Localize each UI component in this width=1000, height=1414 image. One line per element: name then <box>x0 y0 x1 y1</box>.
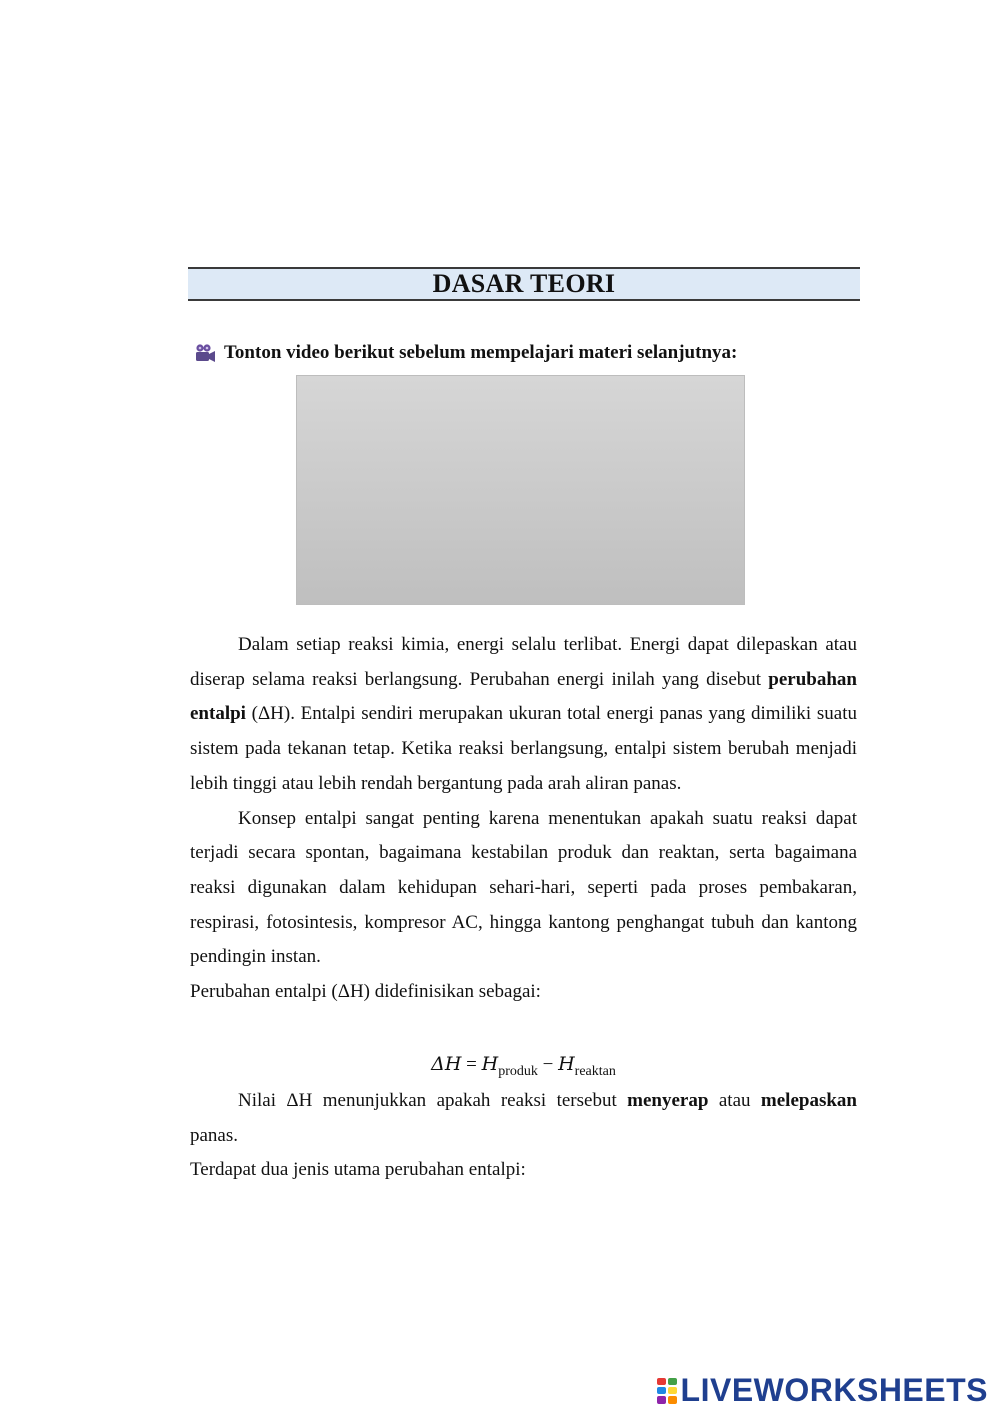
logo-square <box>657 1387 666 1394</box>
logo-square <box>668 1396 677 1403</box>
paragraph-5: Terdapat dua jenis utama perubahan entalpi: <box>190 1159 526 1181</box>
paragraph-4 <box>190 1084 857 1153</box>
liveworksheets-logo-text: LIVEWORKSHEETS <box>680 1372 988 1408</box>
paragraph-4-text-end: panas. <box>190 1124 239 1146</box>
logo-square <box>657 1396 666 1403</box>
paragraph-3: Perubahan entalpi (ΔH) didefinisikan sebagai: <box>190 981 541 1003</box>
section-heading <box>188 267 860 301</box>
enthalpy-formula <box>190 1047 857 1089</box>
formula-delta-h: ΔH <box>431 1053 462 1075</box>
paragraph-1-text-end: (ΔH). Entalpi sendiri merupakan ukuran total energi panas yang dimiliki suatu sistem pada tekanan tetap. Ketika reaksi berlangsung, entalpi sistem berubah menjadi lebih tinggi atau lebih rendah bergantung pada arah aliran panas. <box>190 703 857 794</box>
formula-sub-reaktan: reaktan <box>574 1063 616 1079</box>
term-menyerap: menyerap <box>627 1090 709 1111</box>
logo-square <box>668 1378 677 1385</box>
formula-sub-produk: produk <box>498 1063 538 1079</box>
liveworksheets-logo-icon <box>657 1378 677 1404</box>
term-melepaskan: melepaskan <box>760 1090 857 1111</box>
logo-square <box>657 1378 666 1385</box>
body-paragraphs-after <box>190 1084 857 1188</box>
video-instruction <box>194 342 834 364</box>
section-title: DASAR TEORI <box>432 269 616 298</box>
formula-minus: − <box>542 1054 554 1075</box>
formula-equals: = <box>466 1054 477 1075</box>
term-perubahan-entalpi: perubahan entalpi <box>190 668 857 725</box>
video-camera-icon <box>194 343 216 363</box>
paragraph-1-text-start: Dalam setiap reaksi kimia, energi selalu terlibat. Energi dapat dilepaskan atau diserap selama reaksi berlangsung. Perubahan energi inilah yang disebut <box>190 634 857 690</box>
video-instruction-text: Tonton video berikut sebelum mempelajari materi selanjutnya: <box>224 342 738 363</box>
video-player[interactable] <box>296 375 745 605</box>
logo-square <box>668 1387 677 1394</box>
paragraph-4-text-mid: atau <box>708 1090 761 1111</box>
liveworksheets-logo <box>657 1372 988 1409</box>
body-paragraphs <box>190 628 857 1010</box>
formula-h-produk: H <box>481 1053 499 1075</box>
paragraph-4-text-start: Nilai ΔH menunjukkan apakah reaksi tersebut <box>238 1090 628 1111</box>
paragraph-1 <box>190 628 857 802</box>
formula-h-reaktan: H <box>558 1053 575 1075</box>
paragraph-2: Konsep entalpi sangat penting karena menentukan apakah suatu reaksi dapat terjadi secara spontan, bagaimana kestabilan produk dan reaktan, serta bagaimana reaksi digunakan dalam kehidupan sehari-hari, seperti pada proses pembakaran, respirasi, fotosintesis, kompresor AC, hingga kantong penghangat tubuh dan kantong pendingin instan. <box>190 807 857 968</box>
